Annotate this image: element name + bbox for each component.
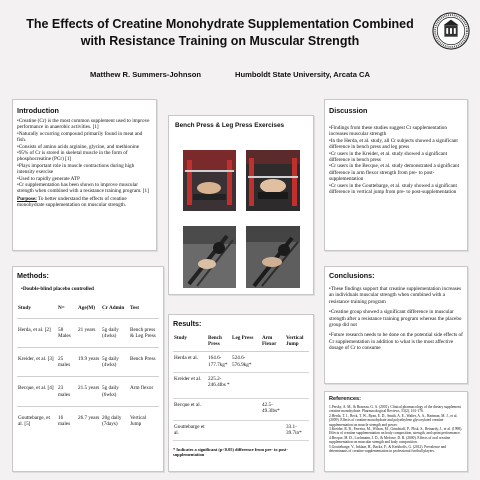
table-cell: 225.2-246.4lbs * <box>207 372 231 398</box>
methods-heading: Methods: <box>17 271 49 280</box>
exercises-heading: Bench Press & Leg Press Exercises <box>175 122 285 129</box>
table-cell: 20g daily (7days) <box>101 406 129 435</box>
table-row <box>173 420 309 440</box>
poster-title: The Effects of Creatine Monohydrate Supplementation Combined with Resistance Training on Muscular Strength <box>26 17 414 48</box>
discussion-bullet: •Findings from these studies suggest Cr supplementation increases muscular strength <box>329 125 447 138</box>
table-cell: Becque et al. <box>173 398 207 420</box>
table-row <box>17 318 159 347</box>
table-cell: 524.6-576.9kg* <box>231 352 261 372</box>
discussion-bullet: •Cr users in the Becque, et al. study demonstrated a significant difference in arm flexor strength from pre- to post-supplementation <box>329 163 460 183</box>
table-row <box>173 398 309 420</box>
conclusion-bullet: •These findings support that creatine supplementation increases an individuals muscular strength when combined with a resistance training program <box>329 286 462 305</box>
table-cell <box>231 420 261 440</box>
table-cell: Gouttebarge, et al. [5] <box>17 406 57 435</box>
table-row <box>173 372 309 398</box>
table-cell: Kreider et al. <box>173 372 207 398</box>
table-cell: 21.5 years <box>77 377 101 406</box>
results-heading: Results: <box>173 319 202 328</box>
table-row <box>17 348 159 377</box>
table-cell: 26.7 years <box>77 406 101 435</box>
table-cell <box>231 398 261 420</box>
purpose-label: Purpose: <box>17 195 37 202</box>
bench-press-photo-2 <box>246 150 300 211</box>
conclusion-bullet: •Future research needs to be done on the potential side effects of Cr supplementation in addition to what is the most affective dosage of Cr to consume <box>329 332 463 352</box>
table-header-row <box>173 334 309 352</box>
results-panel <box>168 314 314 472</box>
discussion-text <box>329 125 463 195</box>
reference-item: 1.Persky, A. M., & Brazeau, G. A. (2001). Clinical pharmacology of the dietary supplement creatine monohydrate. Pharmacological Reviews, 53(2), 161-176. <box>329 405 461 414</box>
column-header: Study <box>173 334 207 352</box>
discussion-heading: Discussion <box>329 106 368 115</box>
discussion-bullet: •In the Herda, et al. study, all Cr subjects showed a significant difference in bench press and leg press <box>329 137 458 151</box>
references-heading: References: <box>329 396 362 402</box>
table-cell: 5g daily (6wks) <box>101 377 129 406</box>
intro-bullet: •Used to rapidly generate ATP <box>17 175 80 182</box>
table-cell: 16 males <box>57 406 77 435</box>
column-header: N= <box>58 305 65 312</box>
intro-bullet: •Consists of amino acids arginine, glycine, and methionine <box>17 143 140 150</box>
author-name: Matthew R. Summers-Johnson <box>90 70 201 79</box>
table-cell: 25 males <box>57 348 77 377</box>
column-header: Cr Admin <box>102 305 125 312</box>
table-cell <box>285 398 309 420</box>
table-cell <box>285 372 309 398</box>
intro-bullet: •Cr supplementation has been shown to improve muscular strength when combined with a resistance training program. [1] <box>17 182 149 195</box>
bench-press-photo-1 <box>183 150 236 211</box>
university-seal-icon <box>432 12 470 50</box>
table-header-row <box>17 304 159 318</box>
results-footnote: * Indicates a significant (p<0.05) difference from pre- to post-supplementation <box>173 447 288 458</box>
exercises-panel <box>168 115 314 295</box>
conclusion-bullet: •Creatine group showed a significant difference in muscular strength after a resistance training program whereas the placebo group did not <box>329 309 462 329</box>
column-header: Leg Press <box>231 334 261 352</box>
references-panel <box>324 391 468 472</box>
column-header: Age(M) <box>78 305 95 312</box>
column-header: Vertical Jump <box>285 334 309 352</box>
introduction-panel <box>12 99 157 251</box>
reference-item: 2.Herda, T. J., Beck, T. W., Ryan, E. D., Smith, A. E., Walter, A. A., Hartman, M. J., et al. (2009). Effects of creatine monohydrate and polyethylene glycosylated creatine supplementation on muscle strength and power. <box>329 413 458 427</box>
table-cell <box>261 420 285 440</box>
reference-item: 4.Becque, M. D., Lochmann, J. D., & Melrose, D. R. (2000). Effects of oral creatine supplementation on muscular strength and body composition. <box>329 435 451 445</box>
results-table <box>173 334 309 441</box>
table-cell: Bench Press <box>129 348 159 377</box>
conclusions-heading: Conclusions: <box>329 271 375 280</box>
table-cell: 5g daily (4wks) <box>101 318 129 347</box>
introduction-heading: Introduction <box>17 106 59 115</box>
table-cell <box>207 420 231 440</box>
table-cell: Bench press & Leg Press <box>129 318 159 347</box>
table-row <box>173 352 309 372</box>
table-cell: 21 years <box>77 318 101 347</box>
reference-item: 5.Gouttebarge, V., Inklaar, H., Backx, F., & Kerkhoffs, G. (2012). Prevalence and determinants of creatine supplementation in professional football players. <box>329 444 447 454</box>
table-cell: Herda, et al. [2] <box>17 318 57 347</box>
leg-press-photo-2 <box>246 226 300 288</box>
purpose-text: To better understand the effects of creatine monohydrate supplementation on muscular strength. <box>17 195 127 209</box>
table-cell: Kreider, et al. [3] <box>17 348 57 377</box>
conclusions-text <box>329 286 463 352</box>
discussion-bullet: •Cr users in the Gouttebarge, et al. study showed a significant difference in vertical jump from pre- to post-supplementation <box>329 182 457 196</box>
table-cell <box>207 398 231 420</box>
table-cell: 33.1-39.7in* <box>285 420 309 440</box>
discussion-panel <box>324 99 468 251</box>
methods-subheading: •Double-blind placebo controlled <box>21 286 94 292</box>
table-cell: 5g daily (4wks) <box>101 348 129 377</box>
author-line <box>90 70 450 79</box>
intro-bullet: •Naturally occurring compound primarily found in meat and fish. <box>17 130 143 144</box>
references-list <box>329 405 463 453</box>
table-cell: 19.9 years <box>77 348 101 377</box>
intro-bullet: •95% of Cr is stored in skeletal muscle in the form of phosphocreatine (PCr) [1] <box>17 150 128 163</box>
table-cell: 23 males <box>57 377 77 406</box>
table-cell: 164.6-177.7kg* <box>207 352 231 372</box>
methods-table <box>17 304 159 435</box>
discussion-bullet: •Cr users in the Kreider, et al. study showed a significant difference in bench press <box>329 150 448 164</box>
author-institution: Humboldt State University, Arcata CA <box>234 70 370 79</box>
introduction-text <box>17 118 152 209</box>
table-cell: 58 Males <box>57 318 77 347</box>
table-row <box>17 377 159 406</box>
table-cell: 42.5-49.3lbs* <box>261 398 285 420</box>
column-header: Study <box>18 305 31 312</box>
intro-bullet: •Plays important role in muscle contractions during high intensity exercise <box>17 162 135 176</box>
intro-purpose <box>17 196 152 209</box>
table-cell <box>231 372 261 398</box>
table-cell: Gouttebarge et al. <box>173 420 207 440</box>
table-cell <box>285 352 309 372</box>
column-header: Test <box>130 305 140 312</box>
table-cell: Vertical Jump <box>129 406 159 435</box>
table-cell: Arm flexor <box>129 377 159 406</box>
column-header: Bench Press <box>207 334 231 352</box>
table-cell <box>261 372 285 398</box>
table-cell <box>261 352 285 372</box>
leg-press-photo-1 <box>183 226 236 288</box>
reference-item: 3.Kreider, R. B., Ferreira, M., Wilson, M., Grindstaff, P., Plisk, S., Reinardy, J., et al. (1998). Effects of creatine supplementation on body composition, strength, and sprint performance. <box>329 427 463 436</box>
intro-bullet: •Creatine (Cr) is the most common supplement used to improve performance in anaerobic activities. [1] <box>17 118 150 131</box>
conclusions-panel <box>324 266 468 384</box>
column-header: Arm Flexor <box>261 334 285 352</box>
table-cell: Herda et al. <box>173 352 207 372</box>
table-row <box>17 406 159 435</box>
table-cell: Becque, et al. [4] <box>17 377 57 406</box>
methods-panel <box>12 266 164 472</box>
